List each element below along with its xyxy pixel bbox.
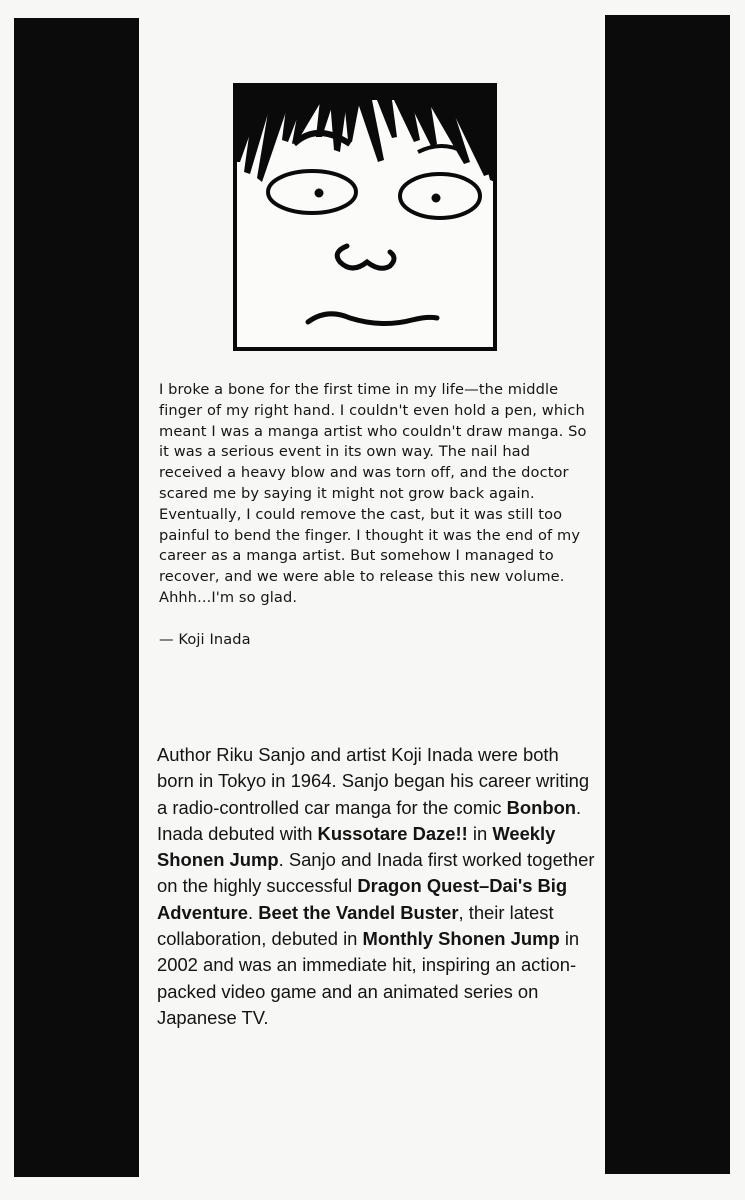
author-signature: — Koji Inada bbox=[159, 630, 251, 648]
bio-title-kussotare-daze: Kussotare Daze!! bbox=[317, 822, 468, 844]
bio-title-beet-the-vandel-buster: Beet the Vandel Buster bbox=[258, 901, 459, 923]
author-bio bbox=[157, 742, 597, 1031]
author-bio-text bbox=[157, 742, 597, 1031]
bio-title-monthly-shonen-jump: Monthly Shonen Jump bbox=[362, 928, 560, 950]
bio-text-segment: . bbox=[247, 901, 259, 923]
face-illustration-icon bbox=[232, 82, 498, 352]
right-black-margin-bar bbox=[605, 15, 730, 1174]
bio-text-segment: . Inada debuted with bbox=[157, 796, 582, 844]
author-comment bbox=[159, 380, 589, 651]
bio-title-bonbon: Bonbon bbox=[506, 796, 577, 818]
left-black-margin-bar bbox=[14, 18, 139, 1177]
bio-text-segment: , their latest collaboration, debuted in bbox=[157, 901, 554, 950]
bio-text-segment: in 2002 and was an immediate hit, inspiring an action-packed video game and an animated series on Japanese TV. bbox=[157, 928, 580, 1028]
bio-text-segment: in bbox=[467, 822, 493, 844]
bio-text-segment: . Sanjo and Inada first worked together on the highly successful bbox=[157, 849, 595, 897]
bio-title-dragon-quest: Dragon Quest–Dai's Big Adventure bbox=[157, 875, 568, 923]
bio-text-segment: Author Riku Sanjo and artist Koji Inada were both born in Tokyo in 1964. Sanjo began his career writing a radio-controlled car manga for the comic bbox=[157, 744, 590, 818]
author-comment-text: I broke a bone for the first time in my life—the middle finger of my right hand. I couldn't even hold a pen, which meant I was a manga artist who couldn't draw manga. So it was a serious event in its own way. The nail had received a heavy blow and was torn off, and the doctor scared me by saying it might not grow back again. Eventually, I could remove the cast, but it was still too painful to bend the finger. I thought it was the end of my career as a manga artist. But somehow I managed to recover, and we were able to release this new volume. Ahhh...I'm so glad. bbox=[159, 381, 587, 606]
bio-title-weekly-shonen-jump: Weekly Shonen Jump bbox=[157, 822, 556, 871]
